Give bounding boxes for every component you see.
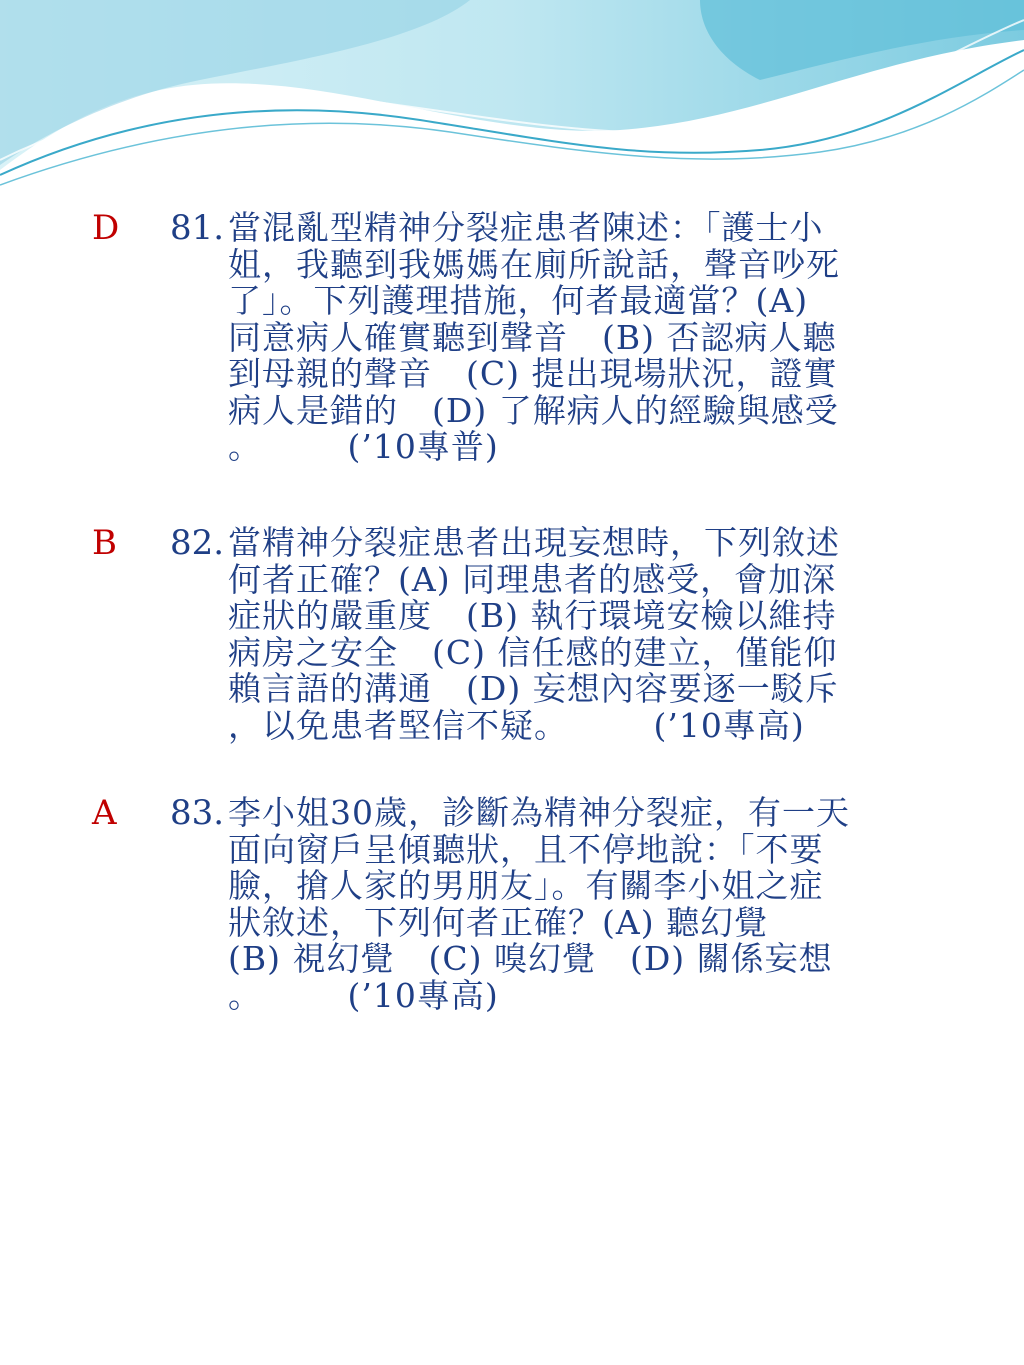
question-text: 當混亂型精神分裂症患者陳述：「護士小 姐，我聽到我媽媽在廁所說話，聲音吵死 了」。下列護理措施，何者最適當？(A) 同意病人確實聽到聲音 (B) 否認病人聽 到母親的聲音 (C) 提出現場狀況，證實 病人是錯的 (D) 了解病人的經驗與感受 。 (’10專普) — [228, 208, 840, 466]
question-text: 李小姐30歲，診斷為精神分裂症，有一天 面向窗戶呈傾聽狀，且不停地說：「不要 臉，搶人家的男朋友」。有關李小姐之症 狀敘述，下列何者正確？(A) 聽幻覺 (B) 視幻覺 (C) 嗅幻覺 (D) 關係妄想 。 (’10專高) — [228, 793, 850, 1015]
question-number: 82. — [170, 523, 225, 563]
answer-letter: D — [92, 208, 120, 248]
question-text: 當精神分裂症患者出現妄想時，下列敘述 何者正確？(A) 同理患者的感受，會加深 症狀的嚴重度 (B) 執行環境安檢以維持 病房之安全 (C) 信任感的建立，僅能仰 賴言語的溝通 (D) 妄想內容要逐一駁斥 ，以免患者堅信不疑。 (’10專高) — [228, 523, 840, 745]
answer-letter: B — [92, 523, 117, 563]
question-number: 81. — [170, 208, 225, 248]
header-wave-decoration — [0, 0, 1024, 200]
question-number: 83. — [170, 793, 225, 833]
answer-letter: A — [92, 793, 117, 833]
